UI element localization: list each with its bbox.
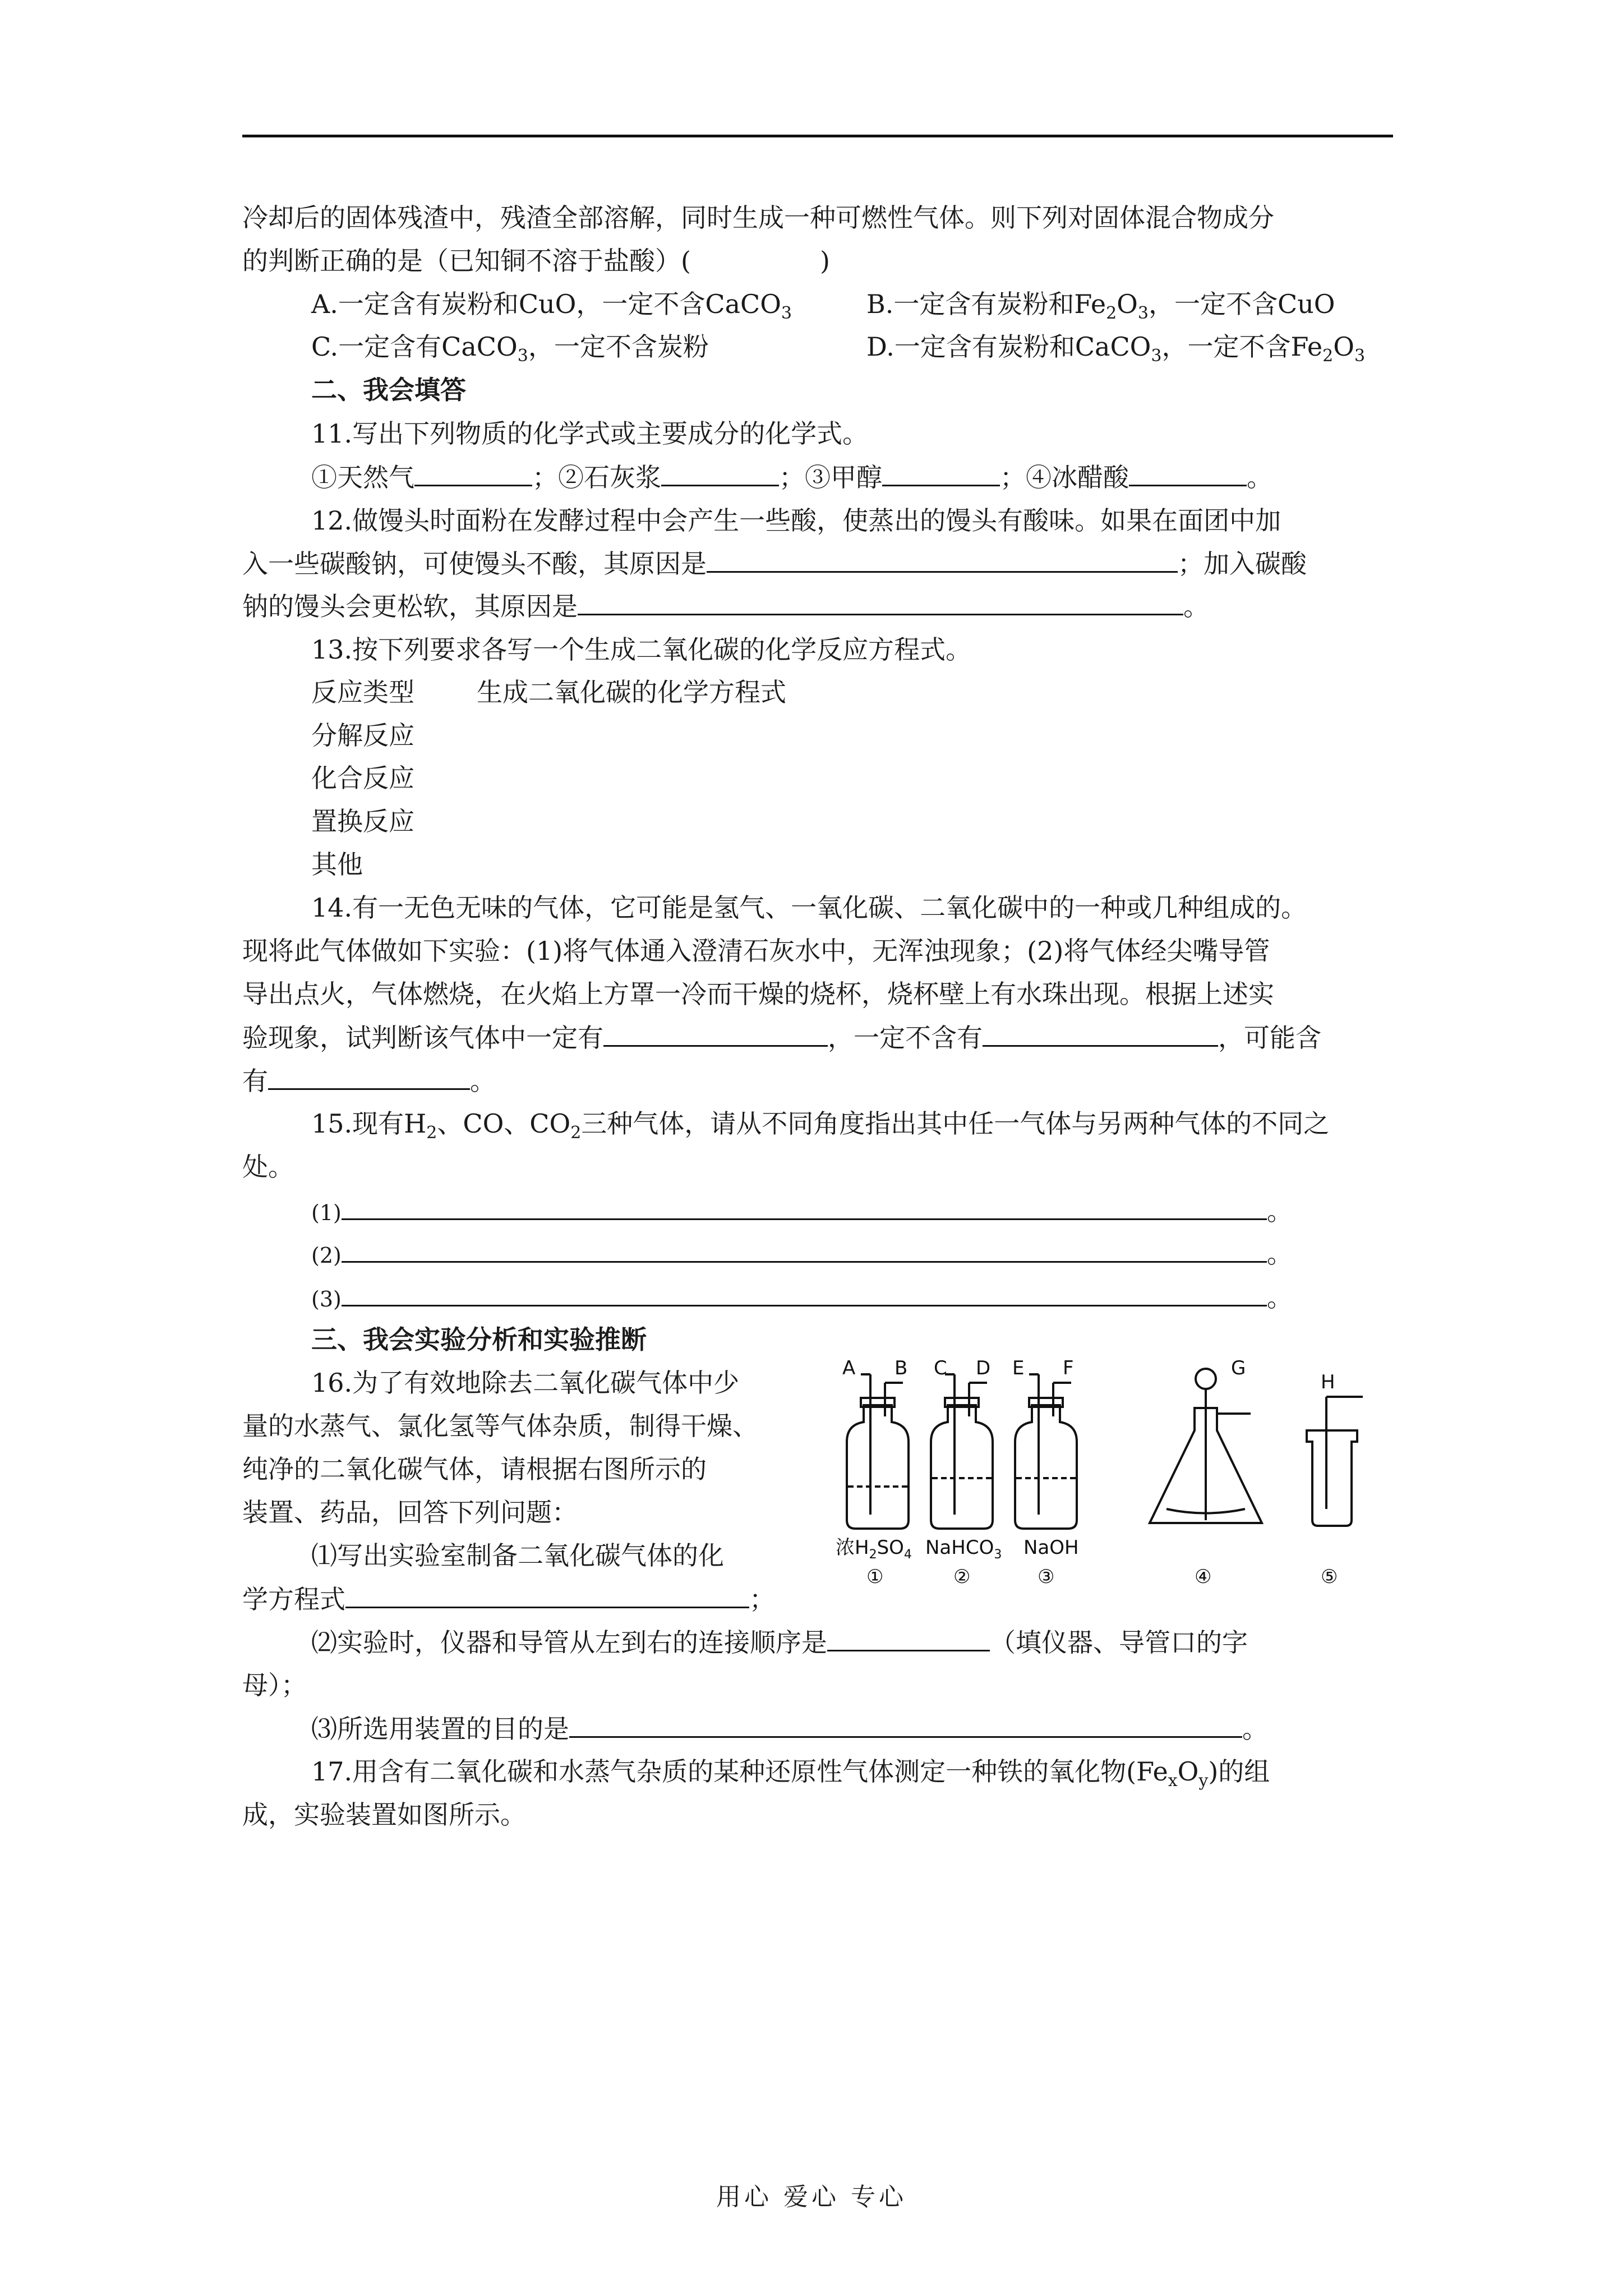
apparatus-figure bbox=[836, 1358, 1396, 1593]
answer-blank[interactable] bbox=[345, 1582, 749, 1608]
answer-blank[interactable] bbox=[342, 1280, 1267, 1306]
q10-line1: 冷却后的固体残渣中，残渣全部溶解，同时生成一种可燃性气体。则下列对固体混合物成分 bbox=[242, 203, 1274, 233]
answer-blank[interactable] bbox=[882, 460, 1000, 486]
option-c: C.一定含有CaCO$_3$，一定不含炭粉 bbox=[311, 332, 709, 366]
q13-row-decomposition: 分解反应 bbox=[311, 720, 414, 751]
answer-blank[interactable] bbox=[827, 1625, 990, 1651]
label-f: F bbox=[1063, 1358, 1074, 1379]
q15-answer-2: (2) 。 bbox=[311, 1236, 1293, 1272]
wash-bottle-1 bbox=[847, 1374, 909, 1529]
reagent-1-label: 浓$H_2SO_4$ bbox=[836, 1536, 912, 1562]
header-rule bbox=[242, 135, 1393, 137]
q16-line1: 16.为了有效地除去二氧化碳气体中少 bbox=[311, 1368, 740, 1398]
q16-line4: 装置、药品，回答下列问题： bbox=[242, 1497, 578, 1527]
answer-blank[interactable] bbox=[603, 1020, 828, 1047]
collection-bottle-5 bbox=[1307, 1397, 1363, 1526]
q16-line9: ⑶所选用装置的目的是 。 bbox=[311, 1711, 1268, 1746]
apparatus-number-2: ② bbox=[953, 1566, 971, 1588]
option-d: D.一定含有炭粉和CaCO$_3$，一定不含$Fe_2O_3$ bbox=[866, 332, 1366, 366]
q14-line2: 现将此气体做如下实验：(1)将气体通入澄清石灰水中，无浑浊现象；(2)将气体经尖嘴导管 bbox=[242, 936, 1270, 966]
q16-line6: 学方程式 ； bbox=[242, 1582, 775, 1616]
apparatus-number-1: ① bbox=[866, 1566, 884, 1588]
q13-row-other: 其他 bbox=[311, 849, 363, 880]
q14-line3: 导出点火，气体燃烧，在火焰上方罩一冷而干燥的烧杯，烧杯壁上有水珠出现。根据上述实 bbox=[242, 979, 1274, 1009]
q13-stem: 13.按下列要求各写一个生成二氧化碳的化学反应方程式。 bbox=[311, 634, 972, 665]
q13-row-combination: 化合反应 bbox=[311, 763, 414, 793]
q17-line1: 17.用含有二氧化碳和水蒸气杂质的某种还原性气体测定一种铁的氧化物$(Fe_xO_y)$的组 bbox=[311, 1756, 1270, 1791]
q16-line5: ⑴写出实验室制备二氧化碳气体的化 bbox=[311, 1540, 724, 1571]
label-h: H bbox=[1321, 1371, 1335, 1393]
label-b: B bbox=[895, 1358, 908, 1379]
q13-header: 反应类型 生成二氧化碳的化学方程式 bbox=[311, 677, 786, 707]
q16-line3: 纯净的二氧化碳气体，请根据右图所示的 bbox=[242, 1454, 707, 1484]
section2-title: 二、我会填答 bbox=[311, 375, 466, 405]
apparatus-number-3: ③ bbox=[1038, 1566, 1055, 1588]
q16-line7: ⑵实验时，仪器和导管从左到右的连接顺序是 （填仪器、导管口的字 bbox=[311, 1625, 1248, 1659]
answer-blank[interactable] bbox=[414, 460, 532, 486]
answer-blank[interactable] bbox=[1129, 460, 1247, 486]
q15-line1: 15.现有$H_2$、CO、$CO_2$三种气体，请从不同角度指出其中任一气体与另两种气体的不同之 bbox=[311, 1108, 1330, 1143]
q10-line2: 的判断正确的是（已知铜不溶于盐酸）( ) bbox=[242, 246, 830, 276]
conical-flask-4 bbox=[1150, 1369, 1262, 1523]
q13-row-displacement: 置换反应 bbox=[311, 806, 414, 836]
answer-blank[interactable] bbox=[578, 589, 1183, 615]
answer-blank[interactable] bbox=[569, 1711, 1242, 1738]
q11-stem: 11.写出下列物质的化学式或主要成分的化学式。 bbox=[311, 418, 869, 449]
label-d: D bbox=[976, 1358, 991, 1379]
wash-bottle-3 bbox=[1015, 1374, 1077, 1529]
q12-line3: 钠的馒头会更松软，其原因是 。 bbox=[242, 589, 1209, 623]
apparatus-number-5: ⑤ bbox=[1321, 1566, 1338, 1588]
reagent-3-label: NaOH bbox=[1023, 1536, 1079, 1559]
q15-answer-3: (3) 。 bbox=[311, 1280, 1293, 1316]
answer-blank[interactable] bbox=[983, 1020, 1218, 1047]
q11-items: ①天然气 ；②石灰浆 ；③甲醇 ；④冰醋酸 。 bbox=[311, 460, 1272, 494]
label-g: G bbox=[1231, 1358, 1246, 1379]
label-e: E bbox=[1012, 1358, 1025, 1379]
apparatus-number-4: ④ bbox=[1195, 1566, 1212, 1588]
answer-blank[interactable] bbox=[342, 1236, 1267, 1263]
label-a: A bbox=[842, 1358, 856, 1379]
answer-blank[interactable] bbox=[268, 1064, 470, 1090]
label-c: C bbox=[934, 1358, 947, 1379]
q15-line2: 处。 bbox=[242, 1152, 294, 1182]
q17-line2: 成，实验装置如图所示。 bbox=[242, 1800, 526, 1830]
reagent-2-label: NaHCO$_3$ bbox=[925, 1536, 1002, 1562]
q16-line2: 量的水蒸气、氯化氢等气体杂质，制得干燥、 bbox=[242, 1411, 758, 1441]
q12-line2: 入一些碳酸钠，可使馒头不酸，其原因是 ；加入碳酸 bbox=[242, 546, 1307, 581]
q15-answer-1: (1) 。 bbox=[311, 1194, 1293, 1230]
q10-options-ab bbox=[311, 287, 1393, 321]
answer-blank[interactable] bbox=[661, 460, 779, 486]
answer-blank[interactable] bbox=[342, 1194, 1267, 1220]
q16-line8: 母）； bbox=[242, 1670, 307, 1700]
wash-bottle-2 bbox=[931, 1374, 993, 1529]
q14-line4: 验现象，试判断该气体中一定有 ，一定不含有 ，可能含 bbox=[242, 1020, 1321, 1055]
answer-blank[interactable] bbox=[707, 546, 1178, 573]
q12-line1: 12.做馒头时面粉在发酵过程中会产生一些酸，使蒸出的馒头有酸味。如果在面团中加 bbox=[311, 505, 1281, 536]
option-b: B.一定含有炭粉和$Fe_2O_3$，一定不含CuO bbox=[866, 289, 1335, 323]
q14-line1: 14.有一无色无味的气体，它可能是氢气、一氧化碳、二氧化碳中的一种或几种组成的。 bbox=[311, 892, 1307, 923]
q14-line5: 有 。 bbox=[242, 1064, 496, 1098]
section3-title: 三、我会实验分析和实验推断 bbox=[311, 1324, 647, 1355]
q10-options-cd bbox=[311, 330, 1393, 364]
option-a: A.一定含有炭粉和CuO，一定不含CaCO$_3$ bbox=[311, 289, 792, 323]
page-footer: 用心 爱心 专心 bbox=[716, 2183, 907, 2211]
